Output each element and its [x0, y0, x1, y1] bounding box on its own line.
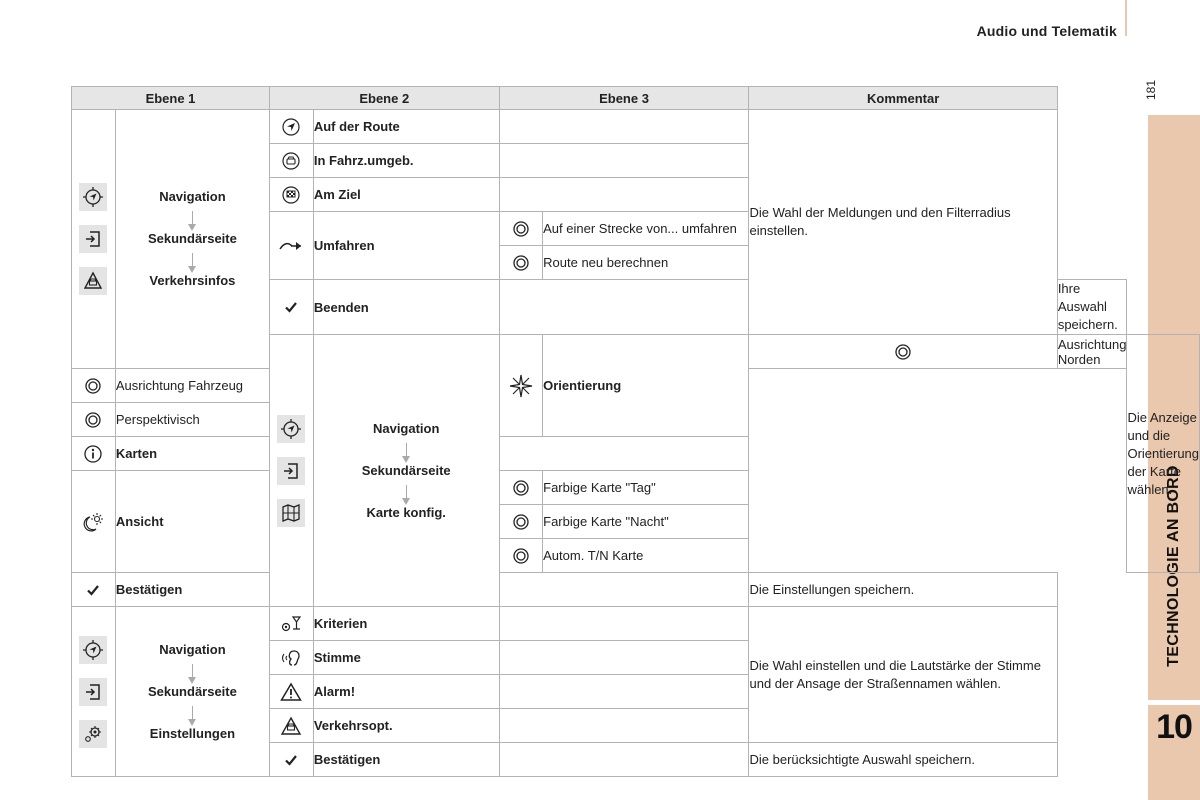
table-row: [72, 471, 1200, 505]
level2-label: Alarm!: [313, 675, 499, 709]
level2-label: Beenden: [313, 280, 499, 335]
checkmark-icon: [72, 573, 116, 607]
level2-label: Am Ziel: [313, 178, 499, 212]
level3-empty: [499, 178, 749, 212]
header-divider: [1125, 0, 1127, 36]
info-icon: [72, 437, 116, 471]
radio-option-icon: [499, 505, 543, 539]
navigation-icon: [79, 183, 107, 211]
radio-option-icon: [72, 369, 116, 403]
day-night-icon: [72, 471, 116, 573]
header-ebene3: Ebene 3: [499, 87, 749, 110]
comment-cell: Die Wahl der Meldungen und den Filterradius einstellen.: [749, 110, 1057, 335]
comment-cell: Die Anzeige und die Orientierung der Karte wählen.: [1127, 335, 1200, 573]
secondary-page-icon: [79, 225, 107, 253]
path-item: Sekundärseite: [361, 462, 451, 478]
navigation-icon: [277, 415, 305, 443]
level3-empty: [499, 110, 749, 144]
level2-label: Umfahren: [313, 212, 499, 280]
level2-label: Karten: [115, 437, 269, 471]
destination-flag-icon: [269, 178, 313, 212]
level3-option: Ausrichtung Fahrzeug: [115, 369, 269, 403]
comment-cell: Die Einstellungen speichern.: [749, 573, 1057, 607]
level2-label: Ansicht: [115, 471, 269, 573]
level2-label: Kriterien: [313, 607, 499, 641]
level3-option: Auf einer Strecke von... umfahren: [543, 212, 749, 246]
checkmark-icon: [269, 280, 313, 335]
criteria-icon: [269, 607, 313, 641]
comment-cell: Ihre Auswahl speichern.: [1057, 280, 1127, 335]
radio-option-icon: [499, 539, 543, 573]
header-ebene2: Ebene 2: [269, 87, 499, 110]
level2-label: In Fahrz.umgeb.: [313, 144, 499, 178]
table-row: [72, 110, 1200, 144]
traffic-info-icon: [79, 267, 107, 295]
path-item: Navigation: [159, 189, 226, 204]
detour-icon: [269, 212, 313, 280]
path-item: Sekundärseite: [147, 683, 237, 699]
table-row: [72, 573, 1200, 607]
secondary-page-icon: [79, 678, 107, 706]
level1-icons: [269, 335, 313, 607]
menu-table: [71, 86, 1200, 777]
down-arrow-icon: [116, 247, 269, 273]
table-header-row: [72, 87, 1200, 110]
level3-option: Route neu berechnen: [543, 246, 749, 280]
level2-label: Orientierung: [543, 335, 749, 437]
path-item: Einstellungen: [149, 725, 236, 741]
traffic-options-icon: [269, 709, 313, 743]
comment-cell: Die berücksichtigte Auswahl speichern.: [749, 743, 1057, 777]
page-number: 181: [1144, 79, 1158, 100]
secondary-page-icon: [277, 457, 305, 485]
level3-empty: [499, 573, 749, 607]
table-row: [72, 437, 1200, 471]
level3-empty: [499, 437, 749, 471]
level3-empty: [499, 709, 749, 743]
level2-label: Stimme: [313, 641, 499, 675]
navigation-icon: [79, 636, 107, 664]
level3-empty: [499, 144, 749, 178]
path-item: Karte konfig.: [366, 504, 446, 520]
voice-icon: [269, 641, 313, 675]
level3-empty: [499, 641, 749, 675]
path-item: Sekundärseite: [147, 231, 237, 246]
comment-cell: Die Wahl einstellen und die Lautstärke der Stimme und der Ansage der Straßennamen wählen.: [749, 607, 1057, 743]
down-arrow-icon: [116, 700, 269, 726]
down-arrow-icon: [116, 658, 269, 684]
path-item: Navigation: [159, 641, 226, 657]
settings-icon: [79, 720, 107, 748]
level3-empty: [499, 280, 749, 335]
level3-empty: [499, 675, 749, 709]
level1-icons: [72, 110, 116, 369]
radio-option-icon: [499, 471, 543, 505]
header-ebene1: Ebene 1: [72, 87, 270, 110]
level3-option: Autom. T/N Karte: [543, 539, 749, 573]
header-kommentar: Kommentar: [749, 87, 1057, 110]
chapter-number: 10: [1156, 708, 1192, 746]
level2-label: Bestätigen: [313, 743, 499, 777]
level1-path: [115, 607, 269, 777]
level1-path: [313, 335, 499, 607]
level3-empty: [499, 743, 749, 777]
on-route-icon: [269, 110, 313, 144]
radio-option-icon: [749, 335, 1057, 369]
path-item: Verkehrsinfos: [149, 273, 236, 288]
down-arrow-icon: [116, 205, 269, 231]
path-item: Navigation: [372, 420, 440, 436]
level2-label: Auf der Route: [313, 110, 499, 144]
level3-option: Farbige Karte "Nacht": [543, 505, 749, 539]
level2-label: Bestätigen: [115, 573, 269, 607]
warning-icon: [269, 675, 313, 709]
table-row: [72, 607, 1200, 641]
level3-option: Ausrichtung Norden: [1057, 336, 1127, 367]
around-vehicle-icon: [269, 144, 313, 178]
down-arrow-icon: [314, 437, 499, 463]
level1-icons: [72, 607, 116, 777]
level2-label: Verkehrsopt.: [313, 709, 499, 743]
compass-icon: [499, 335, 543, 437]
level3-option: Farbige Karte "Tag": [543, 471, 749, 505]
map-config-icon: [277, 499, 305, 527]
page-header-title: Audio und Telematik: [976, 23, 1117, 39]
down-arrow-icon: [314, 479, 499, 505]
level1-path: [115, 110, 269, 369]
level3-empty: [499, 607, 749, 641]
level3-option: Perspektivisch: [115, 403, 269, 437]
radio-option-icon: [499, 246, 543, 280]
checkmark-icon: [269, 743, 313, 777]
radio-option-icon: [72, 403, 116, 437]
radio-option-icon: [499, 212, 543, 246]
